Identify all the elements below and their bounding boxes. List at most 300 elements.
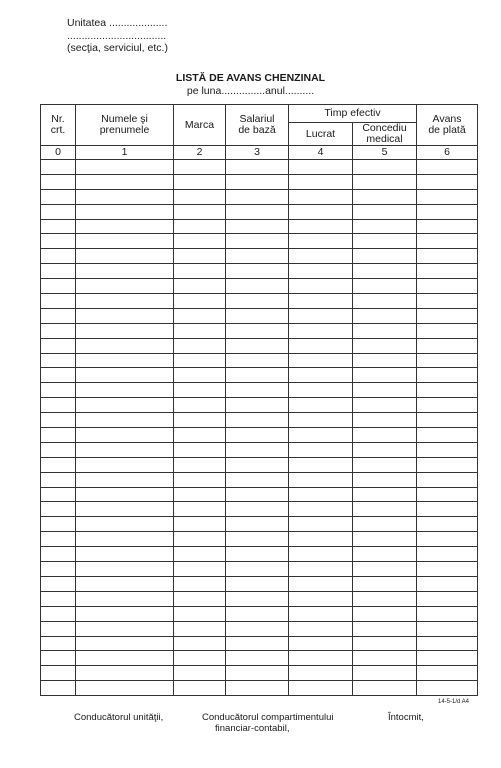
table-cell[interactable] xyxy=(174,368,226,383)
table-cell[interactable] xyxy=(417,562,478,577)
table-cell[interactable] xyxy=(289,457,353,472)
table-cell[interactable] xyxy=(76,547,174,562)
table-row xyxy=(41,428,478,443)
col-nr-header xyxy=(41,105,76,146)
table-cell[interactable] xyxy=(289,621,353,636)
table-cell[interactable] xyxy=(289,636,353,651)
table-row xyxy=(41,666,478,681)
table-cell[interactable] xyxy=(76,621,174,636)
table-cell[interactable] xyxy=(76,174,174,189)
table-cell[interactable] xyxy=(76,442,174,457)
table-cell[interactable] xyxy=(226,294,289,309)
table-cell[interactable] xyxy=(226,442,289,457)
table-cell[interactable] xyxy=(353,398,417,413)
table-cell[interactable] xyxy=(41,606,76,621)
table-cell[interactable] xyxy=(174,264,226,279)
table-cell[interactable] xyxy=(289,234,353,249)
table-cell[interactable] xyxy=(76,398,174,413)
table-cell[interactable] xyxy=(226,666,289,681)
table-cell[interactable] xyxy=(226,264,289,279)
table-row xyxy=(41,189,478,204)
table-cell[interactable] xyxy=(76,428,174,443)
table-row xyxy=(41,576,478,591)
table-cell[interactable] xyxy=(353,517,417,532)
table-cell[interactable] xyxy=(226,174,289,189)
table-cell[interactable] xyxy=(353,189,417,204)
table-cell[interactable] xyxy=(174,502,226,517)
table-cell[interactable] xyxy=(41,353,76,368)
table-cell[interactable] xyxy=(174,457,226,472)
col-number: 5 xyxy=(353,146,417,160)
table-cell[interactable] xyxy=(174,606,226,621)
table-cell[interactable] xyxy=(226,457,289,472)
table-cell[interactable] xyxy=(41,428,76,443)
column-number-row xyxy=(41,146,478,160)
table-cell[interactable] xyxy=(289,368,353,383)
table-row xyxy=(41,249,478,264)
form-code: 14-5-1/d A4 xyxy=(438,699,470,705)
table-cell[interactable] xyxy=(76,591,174,606)
table-cell[interactable] xyxy=(41,636,76,651)
table-cell[interactable] xyxy=(76,636,174,651)
col-salary-line1: Salariul xyxy=(239,113,275,125)
table-cell[interactable] xyxy=(41,651,76,666)
table-cell[interactable] xyxy=(417,606,478,621)
table-cell[interactable] xyxy=(226,606,289,621)
table-cell[interactable] xyxy=(289,204,353,219)
table-cell[interactable] xyxy=(41,338,76,353)
table-cell[interactable] xyxy=(353,681,417,696)
table-cell[interactable] xyxy=(174,174,226,189)
table-cell[interactable] xyxy=(226,383,289,398)
table-row xyxy=(41,264,478,279)
table-cell[interactable] xyxy=(289,547,353,562)
table-cell[interactable] xyxy=(289,576,353,591)
col-salary-line2: de bază xyxy=(238,124,276,136)
table-cell[interactable] xyxy=(76,681,174,696)
table-cell[interactable] xyxy=(353,487,417,502)
table-cell[interactable] xyxy=(174,160,226,175)
table-cell[interactable] xyxy=(353,636,417,651)
table-cell[interactable] xyxy=(289,338,353,353)
table-cell[interactable] xyxy=(417,323,478,338)
table-cell[interactable] xyxy=(226,562,289,577)
table-cell[interactable] xyxy=(41,398,76,413)
table-cell[interactable] xyxy=(174,294,226,309)
table-cell[interactable] xyxy=(353,308,417,323)
table-cell[interactable] xyxy=(289,279,353,294)
table-cell[interactable] xyxy=(41,442,76,457)
table-cell[interactable] xyxy=(353,606,417,621)
table-cell[interactable] xyxy=(41,562,76,577)
table-cell[interactable] xyxy=(226,428,289,443)
table-cell[interactable] xyxy=(353,547,417,562)
table-cell[interactable] xyxy=(76,219,174,234)
table-cell[interactable] xyxy=(174,487,226,502)
table-cell[interactable] xyxy=(417,681,478,696)
table-row xyxy=(41,294,478,309)
table-cell[interactable] xyxy=(353,204,417,219)
table-cell[interactable] xyxy=(41,160,76,175)
unit-dots: .................................. xyxy=(67,30,167,42)
table-cell[interactable] xyxy=(76,368,174,383)
table-cell[interactable] xyxy=(41,413,76,428)
col-number: 1 xyxy=(76,146,174,160)
table-cell[interactable] xyxy=(417,472,478,487)
col-worked-header: Lucrat xyxy=(289,123,353,146)
col-number: 2 xyxy=(174,146,226,160)
table-row xyxy=(41,562,478,577)
table-cell[interactable] xyxy=(41,666,76,681)
table-cell[interactable] xyxy=(76,532,174,547)
table-cell[interactable] xyxy=(226,323,289,338)
table-row xyxy=(41,591,478,606)
table-cell[interactable] xyxy=(76,666,174,681)
table-cell[interactable] xyxy=(289,264,353,279)
table-cell[interactable] xyxy=(174,442,226,457)
table-cell[interactable] xyxy=(226,189,289,204)
table-cell[interactable] xyxy=(174,383,226,398)
table-cell[interactable] xyxy=(289,323,353,338)
table-cell[interactable] xyxy=(76,338,174,353)
col-medical-line1: Concediu xyxy=(362,122,407,134)
table-cell[interactable] xyxy=(174,576,226,591)
table-cell[interactable] xyxy=(174,234,226,249)
table-cell[interactable] xyxy=(226,308,289,323)
table-cell[interactable] xyxy=(41,532,76,547)
table-cell[interactable] xyxy=(289,398,353,413)
table-cell[interactable] xyxy=(174,547,226,562)
table-cell[interactable] xyxy=(174,279,226,294)
col-advance-line1: Avans xyxy=(432,113,462,125)
table-cell[interactable] xyxy=(76,279,174,294)
col-advance-header xyxy=(417,105,478,146)
table-cell[interactable] xyxy=(417,383,478,398)
table-cell[interactable] xyxy=(174,591,226,606)
table-cell[interactable] xyxy=(174,249,226,264)
table-cell[interactable] xyxy=(174,204,226,219)
table-cell[interactable] xyxy=(76,487,174,502)
table-cell[interactable] xyxy=(353,368,417,383)
table-cell[interactable] xyxy=(417,189,478,204)
col-name-header xyxy=(76,105,174,146)
table-cell[interactable] xyxy=(353,413,417,428)
table-cell[interactable] xyxy=(417,338,478,353)
col-number: 3 xyxy=(226,146,289,160)
table-cell[interactable] xyxy=(353,591,417,606)
table-cell[interactable] xyxy=(417,428,478,443)
table-cell[interactable] xyxy=(174,681,226,696)
table-cell[interactable] xyxy=(417,279,478,294)
table-cell[interactable] xyxy=(353,219,417,234)
table-cell[interactable] xyxy=(353,174,417,189)
table-cell[interactable] xyxy=(76,517,174,532)
table-cell[interactable] xyxy=(174,562,226,577)
table-cell[interactable] xyxy=(289,651,353,666)
table-cell[interactable] xyxy=(417,651,478,666)
table-cell[interactable] xyxy=(289,562,353,577)
table-cell[interactable] xyxy=(41,249,76,264)
table-cell[interactable] xyxy=(174,189,226,204)
col-name-line1: Numele şi xyxy=(101,113,148,125)
table-cell[interactable] xyxy=(353,472,417,487)
table-cell[interactable] xyxy=(353,651,417,666)
table-cell[interactable] xyxy=(417,517,478,532)
table-cell[interactable] xyxy=(289,219,353,234)
table-cell[interactable] xyxy=(289,487,353,502)
table-cell[interactable] xyxy=(41,502,76,517)
table-cell[interactable] xyxy=(226,621,289,636)
table-cell[interactable] xyxy=(417,413,478,428)
table-cell[interactable] xyxy=(76,249,174,264)
table-cell[interactable] xyxy=(226,338,289,353)
table-cell[interactable] xyxy=(41,204,76,219)
table-cell[interactable] xyxy=(289,591,353,606)
table-row xyxy=(41,279,478,294)
table-cell[interactable] xyxy=(41,472,76,487)
table-cell[interactable] xyxy=(353,249,417,264)
table-cell[interactable] xyxy=(289,294,353,309)
table-cell[interactable] xyxy=(226,502,289,517)
table-cell[interactable] xyxy=(174,651,226,666)
table-cell[interactable] xyxy=(353,621,417,636)
table-cell[interactable] xyxy=(417,234,478,249)
table-cell[interactable] xyxy=(41,264,76,279)
table-cell[interactable] xyxy=(353,323,417,338)
col-advance-line2: de plată xyxy=(428,124,466,136)
table-row xyxy=(41,204,478,219)
table-cell[interactable] xyxy=(174,413,226,428)
table-cell[interactable] xyxy=(76,353,174,368)
table-cell[interactable] xyxy=(226,532,289,547)
table-cell[interactable] xyxy=(289,428,353,443)
table-row xyxy=(41,502,478,517)
table-cell[interactable] xyxy=(226,279,289,294)
table-cell[interactable] xyxy=(174,636,226,651)
table-row xyxy=(41,219,478,234)
signature-head-of-unit: Conducătorul unităţii, xyxy=(74,712,164,723)
table-cell[interactable] xyxy=(226,517,289,532)
table-cell[interactable] xyxy=(76,160,174,175)
table-cell[interactable] xyxy=(417,487,478,502)
table-cell[interactable] xyxy=(417,219,478,234)
col-medical-header xyxy=(353,123,417,146)
table-cell[interactable] xyxy=(353,532,417,547)
col-nr-line1: Nr. xyxy=(51,113,65,125)
table-cell[interactable] xyxy=(353,234,417,249)
col-medical-line2: medical xyxy=(366,133,403,145)
table-row xyxy=(41,383,478,398)
table-cell[interactable] xyxy=(289,249,353,264)
table-cell[interactable] xyxy=(289,666,353,681)
table-cell[interactable] xyxy=(417,294,478,309)
table-cell[interactable] xyxy=(226,249,289,264)
table-cell[interactable] xyxy=(226,368,289,383)
table-cell[interactable] xyxy=(289,532,353,547)
table-cell[interactable] xyxy=(417,160,478,175)
table-cell[interactable] xyxy=(353,502,417,517)
table-cell[interactable] xyxy=(417,591,478,606)
table-cell[interactable] xyxy=(174,323,226,338)
table-cell[interactable] xyxy=(353,383,417,398)
col-number: 6 xyxy=(417,146,478,160)
table-cell[interactable] xyxy=(289,606,353,621)
table-cell[interactable] xyxy=(76,383,174,398)
table-cell[interactable] xyxy=(41,308,76,323)
table-cell[interactable] xyxy=(76,576,174,591)
table-cell[interactable] xyxy=(41,189,76,204)
table-cell[interactable] xyxy=(174,472,226,487)
table-cell[interactable] xyxy=(226,413,289,428)
table-cell[interactable] xyxy=(417,547,478,562)
table-cell[interactable] xyxy=(41,681,76,696)
table-cell[interactable] xyxy=(417,398,478,413)
table-cell[interactable] xyxy=(41,219,76,234)
table-cell[interactable] xyxy=(417,174,478,189)
table-cell[interactable] xyxy=(76,264,174,279)
table-cell[interactable] xyxy=(226,234,289,249)
table-cell[interactable] xyxy=(226,681,289,696)
table-cell[interactable] xyxy=(289,517,353,532)
table-cell[interactable] xyxy=(417,457,478,472)
table-cell[interactable] xyxy=(289,502,353,517)
table-cell[interactable] xyxy=(289,681,353,696)
table-cell[interactable] xyxy=(76,472,174,487)
table-cell[interactable] xyxy=(41,576,76,591)
table-cell[interactable] xyxy=(289,174,353,189)
table-cell[interactable] xyxy=(417,353,478,368)
table-cell[interactable] xyxy=(226,398,289,413)
table-cell[interactable] xyxy=(226,576,289,591)
table-row xyxy=(41,681,478,696)
table-cell[interactable] xyxy=(174,517,226,532)
table-cell[interactable] xyxy=(226,160,289,175)
table-cell[interactable] xyxy=(226,547,289,562)
table-cell[interactable] xyxy=(174,219,226,234)
table-cell[interactable] xyxy=(289,189,353,204)
table-cell[interactable] xyxy=(41,368,76,383)
table-cell[interactable] xyxy=(353,576,417,591)
table-cell[interactable] xyxy=(353,338,417,353)
table-cell[interactable] xyxy=(226,353,289,368)
table-cell[interactable] xyxy=(174,398,226,413)
table-cell[interactable] xyxy=(226,204,289,219)
table-cell[interactable] xyxy=(353,160,417,175)
table-cell[interactable] xyxy=(289,308,353,323)
table-cell[interactable] xyxy=(41,174,76,189)
table-cell[interactable] xyxy=(226,219,289,234)
table-row xyxy=(41,532,478,547)
table-cell[interactable] xyxy=(76,457,174,472)
table-cell[interactable] xyxy=(41,457,76,472)
table-cell[interactable] xyxy=(41,547,76,562)
table-cell[interactable] xyxy=(76,323,174,338)
table-cell[interactable] xyxy=(76,502,174,517)
table-cell[interactable] xyxy=(353,666,417,681)
table-row xyxy=(41,651,478,666)
table-cell[interactable] xyxy=(226,487,289,502)
table-cell[interactable] xyxy=(289,413,353,428)
table-cell[interactable] xyxy=(417,204,478,219)
table-cell[interactable] xyxy=(76,234,174,249)
table-cell[interactable] xyxy=(41,323,76,338)
table-cell[interactable] xyxy=(41,383,76,398)
table-cell[interactable] xyxy=(174,353,226,368)
table-cell[interactable] xyxy=(289,383,353,398)
section-label: (secţia, serviciul, etc.) xyxy=(67,42,168,54)
table-row xyxy=(41,234,478,249)
table-cell[interactable] xyxy=(353,294,417,309)
table-cell[interactable] xyxy=(289,353,353,368)
table-cell[interactable] xyxy=(226,472,289,487)
table-cell[interactable] xyxy=(174,666,226,681)
table-row xyxy=(41,353,478,368)
form-subtitle: pe luna...............anul.......... xyxy=(186,85,315,97)
table-cell[interactable] xyxy=(417,666,478,681)
table-cell[interactable] xyxy=(289,160,353,175)
table-cell[interactable] xyxy=(76,606,174,621)
table-cell[interactable] xyxy=(41,621,76,636)
table-cell[interactable] xyxy=(76,562,174,577)
table-cell[interactable] xyxy=(417,636,478,651)
table-cell[interactable] xyxy=(174,621,226,636)
table-cell[interactable] xyxy=(226,651,289,666)
table-cell[interactable] xyxy=(417,249,478,264)
col-salary-header xyxy=(226,105,289,146)
table-cell[interactable] xyxy=(174,338,226,353)
table-cell[interactable] xyxy=(76,294,174,309)
table-cell[interactable] xyxy=(174,428,226,443)
table-cell[interactable] xyxy=(417,621,478,636)
table-cell[interactable] xyxy=(76,651,174,666)
table-cell[interactable] xyxy=(417,532,478,547)
table-cell[interactable] xyxy=(174,532,226,547)
table-cell[interactable] xyxy=(417,368,478,383)
table-cell[interactable] xyxy=(41,517,76,532)
col-marca-header: Marca xyxy=(174,105,226,146)
table-row xyxy=(41,413,478,428)
table-cell[interactable] xyxy=(417,442,478,457)
table-cell[interactable] xyxy=(226,591,289,606)
table-cell[interactable] xyxy=(41,487,76,502)
table-cell[interactable] xyxy=(353,264,417,279)
table-cell[interactable] xyxy=(289,472,353,487)
table-cell[interactable] xyxy=(41,591,76,606)
table-cell[interactable] xyxy=(289,442,353,457)
unit-label: Unitatea .................... xyxy=(67,17,168,29)
table-cell[interactable] xyxy=(417,308,478,323)
table-cell[interactable] xyxy=(353,353,417,368)
table-cell[interactable] xyxy=(226,636,289,651)
table-cell[interactable] xyxy=(76,308,174,323)
signature-head-of-dept-line1: Conducătorul compartimentului xyxy=(202,712,334,723)
table-cell[interactable] xyxy=(76,413,174,428)
table-cell[interactable] xyxy=(76,189,174,204)
table-cell[interactable] xyxy=(353,562,417,577)
table-cell[interactable] xyxy=(353,442,417,457)
table-cell[interactable] xyxy=(417,576,478,591)
table-cell[interactable] xyxy=(417,502,478,517)
table-cell[interactable] xyxy=(41,294,76,309)
table-cell[interactable] xyxy=(353,457,417,472)
table-cell[interactable] xyxy=(41,279,76,294)
table-cell[interactable] xyxy=(353,428,417,443)
table-cell[interactable] xyxy=(76,204,174,219)
table-cell[interactable] xyxy=(174,308,226,323)
table-cell[interactable] xyxy=(353,279,417,294)
table-cell[interactable] xyxy=(417,264,478,279)
table-cell[interactable] xyxy=(41,234,76,249)
